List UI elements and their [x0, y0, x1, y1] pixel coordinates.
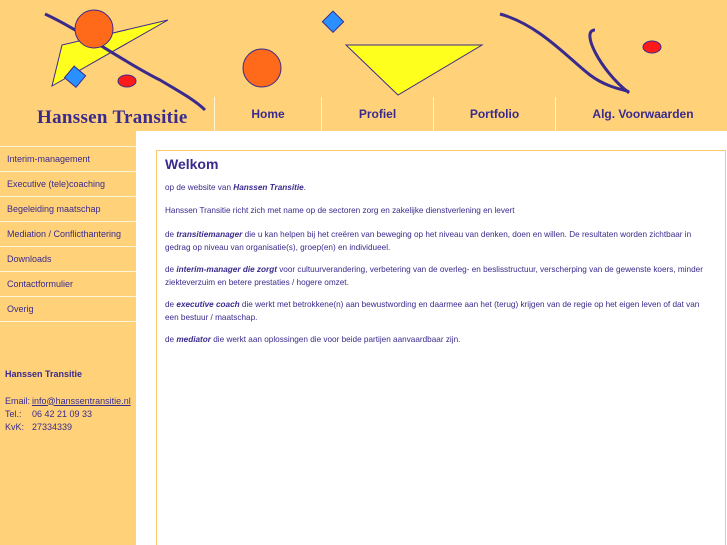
- sidebar: [0, 131, 136, 545]
- header: [0, 0, 727, 131]
- yellow-triangle-right: [346, 45, 482, 95]
- p4-emphasis: executive coach: [176, 300, 240, 309]
- sidebar-menu: [0, 146, 136, 322]
- sidebar-item-downloads[interactable]: Downloads: [0, 246, 136, 271]
- nav-portfolio[interactable]: Portfolio: [433, 97, 555, 131]
- sidebar-item-mediation[interactable]: Mediation / Conflicthantering: [0, 221, 136, 246]
- tel-label: Tel.:: [5, 408, 22, 419]
- intro-name: Hanssen Transitie: [233, 183, 304, 192]
- sidebar-item-interim-management[interactable]: Interim-management: [0, 146, 136, 171]
- email-label: Email:: [5, 395, 31, 406]
- purple-curve-right: [500, 14, 628, 92]
- paragraph-mediator: [165, 334, 715, 347]
- kvk-label: KvK:: [5, 421, 25, 432]
- orange-circle-left: [75, 10, 113, 48]
- intro-suffix: .: [303, 183, 306, 192]
- contact-name: Hanssen Transitie: [5, 369, 83, 379]
- p2-emphasis: transitiemanager: [176, 230, 243, 239]
- contact-block: [5, 369, 131, 433]
- tel-value: 06 42 21 09 33: [32, 408, 93, 419]
- red-ellipse-left: [118, 75, 136, 87]
- nav-profiel[interactable]: Profiel: [321, 97, 433, 131]
- page-title: Welkom: [165, 156, 219, 172]
- sidebar-item-contactformulier[interactable]: Contactformulier: [0, 271, 136, 296]
- site-logo[interactable]: Hanssen Transitie: [37, 107, 188, 128]
- p3-prefix: de: [165, 265, 177, 274]
- intro-prefix: op de website van: [165, 183, 234, 192]
- sidebar-item-overig[interactable]: Overig: [0, 296, 136, 322]
- kvk-value: 27334339: [32, 421, 73, 432]
- sidebar-item-begeleiding-maatschap[interactable]: Begeleiding maatschap: [0, 196, 136, 221]
- p5-prefix: de: [165, 335, 177, 344]
- paragraph-interim-manager: [165, 264, 715, 289]
- nav-home[interactable]: Home: [214, 97, 321, 131]
- contact-email-row: [5, 394, 131, 407]
- blue-diamond-center: [322, 11, 343, 32]
- main-content: [156, 150, 726, 545]
- p4-body: die werkt met betrokkene(n) aan bewustwording en daarmee aan het (terug) krijgen van de regie op het eigen leven of dat van een bestuur / maatschap.: [165, 300, 700, 322]
- nav-algemene-voorwaarden[interactable]: Alg. Voorwaarden: [555, 97, 727, 131]
- paragraph-transitiemanager: [165, 229, 715, 254]
- paragraph-1: Hanssen Transitie richt zich met name op de sectoren zorg en zakelijke dienstverlening en levert: [165, 205, 515, 215]
- p2-prefix: de: [165, 230, 177, 239]
- p4-prefix: de: [165, 300, 177, 309]
- orange-circle-center: [243, 49, 281, 87]
- p3-emphasis: interim-manager die zorgt: [176, 265, 277, 274]
- p5-body: die werkt aan oplossingen die voor beide partijen aanvaardbaar zijn.: [210, 335, 461, 344]
- contact-kvk-row: [5, 420, 131, 433]
- contact-tel-row: [5, 407, 131, 420]
- p5-emphasis: mediator: [176, 335, 211, 344]
- email-link[interactable]: info@hanssentransitie.nl: [32, 395, 131, 406]
- intro-paragraph: [165, 182, 715, 195]
- red-ellipse-right: [643, 41, 661, 53]
- sidebar-item-executive-coaching[interactable]: Executive (tele)coaching: [0, 171, 136, 196]
- main-nav: [214, 97, 727, 131]
- p2-body: die u kan helpen bij het creëren van beweging op het niveau van denken, doen en willen. De resultaten worden zichtbaar in gedrag op niveau van organisatie(s), groep(en) en individueel.: [165, 230, 692, 252]
- paragraph-executive-coach: [165, 299, 715, 324]
- p3-body: voor cultuurverandering, verbetering van de overleg- en beslisstructuur, verscherping van de gewenste koers, minder ziekteverzuim en betere prestaties / hogere omzet.: [165, 265, 703, 287]
